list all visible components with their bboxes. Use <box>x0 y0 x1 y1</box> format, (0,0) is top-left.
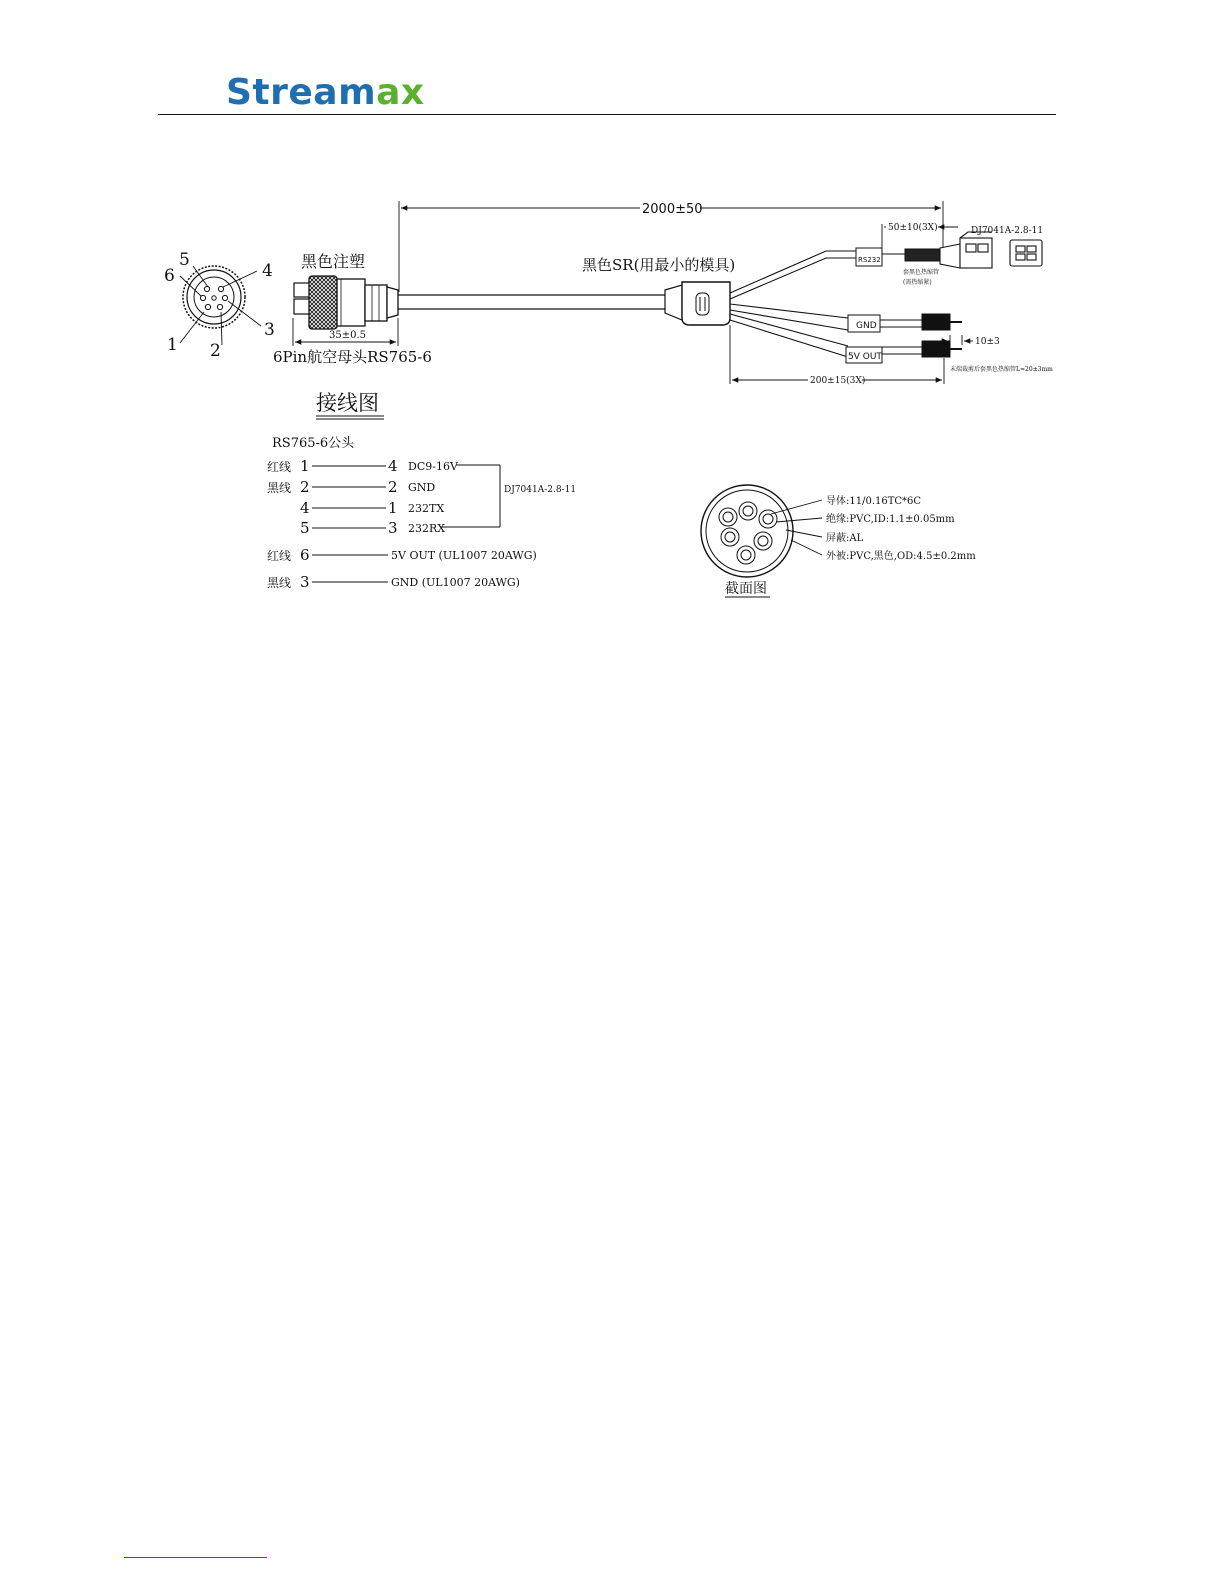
splitter-molding <box>665 282 730 325</box>
wire-target-pin: 2 <box>388 478 398 496</box>
wire-pin: 3 <box>300 573 310 591</box>
connector-side-view <box>294 276 665 329</box>
wire-signal: DC9-16V <box>408 460 458 473</box>
wiring-row-4 <box>300 519 445 537</box>
wire-pin: 2 <box>300 478 310 496</box>
branch-length-dimension: 200±15(3X) <box>810 376 866 386</box>
wire-pin: 4 <box>300 499 310 517</box>
wiring-connector-label: RS765-6公头 <box>272 436 355 451</box>
wiring-title: 接线图 <box>316 391 379 415</box>
connector-caption: 6Pin航空母头RS765-6 <box>273 348 432 366</box>
wire-color: 黑线 <box>267 481 292 495</box>
wire-pin: 6 <box>300 546 310 564</box>
logo-accent-text: ax <box>376 72 425 113</box>
jacket-spec: 外被:PVC,黑色,OD:4.5±0.2mm <box>826 551 976 562</box>
dj7041a-housing <box>940 232 1042 268</box>
logo-main-text: Stream <box>226 72 377 113</box>
wire-pin: 5 <box>300 519 310 537</box>
shield-spec: 屏蔽:AL <box>826 533 864 544</box>
wiring-row-6 <box>267 573 520 591</box>
pin-label-6: 6 <box>164 266 175 286</box>
connector-face-view <box>180 266 261 345</box>
pin-label-5: 5 <box>179 250 190 270</box>
molding-label: 黑色注塑 <box>301 252 366 271</box>
strip-length-dimension: 10±3 <box>975 337 1000 347</box>
wire-color: 黑线 <box>267 576 292 590</box>
cable-cross-section <box>701 485 793 577</box>
strip-branch-dimension: 50±10(3X) <box>888 223 938 233</box>
heat-shrink-note-2: (需热缩紧) <box>903 279 932 286</box>
5v-out-label: 5V OUT <box>848 352 882 362</box>
terminal-model-label: DJ7041A-2.8-11 <box>971 226 1044 236</box>
footnote-divider <box>124 1557 267 1558</box>
connector-length-dimension: 35±0.5 <box>329 330 367 341</box>
wire-signal: GND (UL1007 20AWG) <box>391 576 520 589</box>
wire-target-pin: 1 <box>388 499 398 517</box>
wiring-row-5 <box>267 546 537 564</box>
wire-signal: 5V OUT (UL1007 20AWG) <box>391 549 537 562</box>
insulation-spec: 绝缘:PVC,ID:1.1±0.05mm <box>826 514 955 525</box>
pin-label-1: 1 <box>167 335 178 355</box>
wire-color: 红线 <box>267 549 292 563</box>
group-terminal-label: DJ7041A-2.8-11 <box>504 485 577 495</box>
wire-signal: 232RX <box>408 522 446 535</box>
wire-color: 红线 <box>267 460 292 474</box>
conductor-spec: 导体:11/0.16TC*6C <box>826 496 922 507</box>
wiring-row-2 <box>267 478 435 496</box>
wire-target-pin: 3 <box>388 519 398 537</box>
gnd-label: GND <box>856 321 877 331</box>
wire-pin: 1 <box>300 457 310 475</box>
wire-target-pin: 4 <box>388 457 398 475</box>
terminal-group-bracket <box>440 465 500 527</box>
strip-note: 末端裁剪后套黑色热缩管L=20±3mm <box>950 366 1053 373</box>
heat-shrink-note-1: 套黑色热缩管 <box>903 269 940 276</box>
wiring-row-3 <box>300 499 444 517</box>
branch-wires <box>730 251 922 357</box>
rs232-label: RS232 <box>858 256 881 264</box>
wire-signal: 232TX <box>408 502 445 515</box>
cross-section-title: 截面图 <box>725 581 767 597</box>
wiring-row-1 <box>267 457 459 475</box>
splitter-label: 黑色SR(用最小的模具) <box>582 256 736 274</box>
pin-label-4: 4 <box>262 261 273 281</box>
wire-signal: GND <box>408 481 436 494</box>
pin-label-3: 3 <box>264 320 275 340</box>
pin-label-2: 2 <box>210 341 221 361</box>
total-length-dimension: 2000±50 <box>642 202 703 217</box>
